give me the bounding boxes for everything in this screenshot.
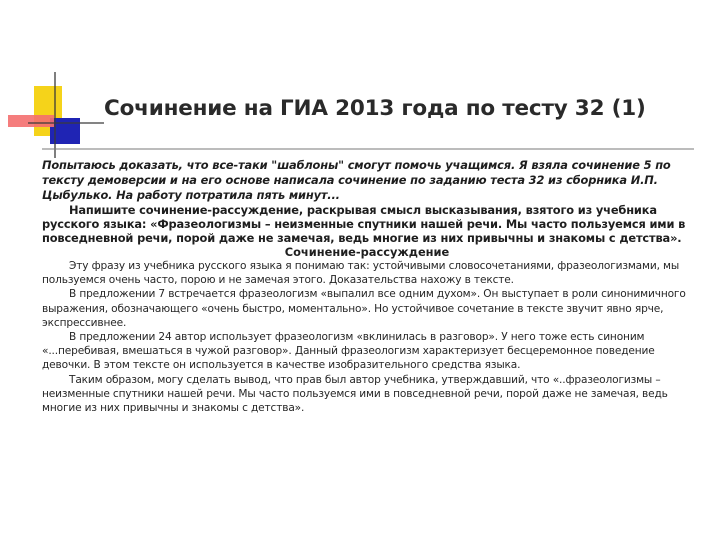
decor-yellow-square [34,86,62,136]
essay-paragraph-1: Эту фразу из учебника русского языка я понимаю так: устойчивыми словосочетаниями, фразеологизмами, мы пользуемся очень часто, порою и не замечая этого. Доказательства нахожу в тексте. [42,260,680,287]
essay-title: Сочинение-рассуждение [284,245,450,259]
slide-title: Сочинение на ГИА 2013 года по тесту 32 (1) [104,96,646,121]
task-paragraph: Напишите сочинение-рассуждение, раскрывая смысл высказывания, взятого из учебника русского языка: «Фразеологизмы – неизменные спутники нашей речи. Мы часто пользуемся ими в повседневной речи, порой даже не замечая, ведь многие из них привычны и знакомы с детства». [42,203,686,245]
essay-paragraph-3: В предложении 24 автор использует фразеологизм «вклинилась в разговор». У него тоже есть синоним «...перебивая, вмешаться в чужой разговор». Данный фразеологизм характеризует бесцеремонное поведение девочки. В этом тексте он используется в качестве изобразительного средства языка. [42,331,655,372]
essay-paragraph-4: Таким образом, могу сделать вывод, что прав был автор учебника, утверждавший, что «..фразеологизмы – неизменные спутники нашей речи. Мы часто пользуемся ими в повседневной речи, порой даже не замечая, ведь многие из них привычны и знакомы с детства». [42,373,668,415]
decor-blue-square [50,118,80,144]
decor-red-bar [8,115,54,127]
essay-paragraph-2: В предложении 7 встречается фразеологизм «выпалил все одним духом». Он выступает в роли синонимичного выражения, обозначающего «очень быстро, моментально». Но устойчивое сочетание в тексте звучит явно ярче, экспрессивнее. [42,288,686,329]
slide-body [42,158,692,415]
intro-paragraph: Попытаюсь доказать, что все-таки "шаблоны" смогут помочь учащимся. Я взяла сочинение 5 по тексту демоверсии и на его основе написала сочинение по заданию теста 32 из сборника И.П. Цыбулько. На работу потратила пять минут... [42,158,671,202]
